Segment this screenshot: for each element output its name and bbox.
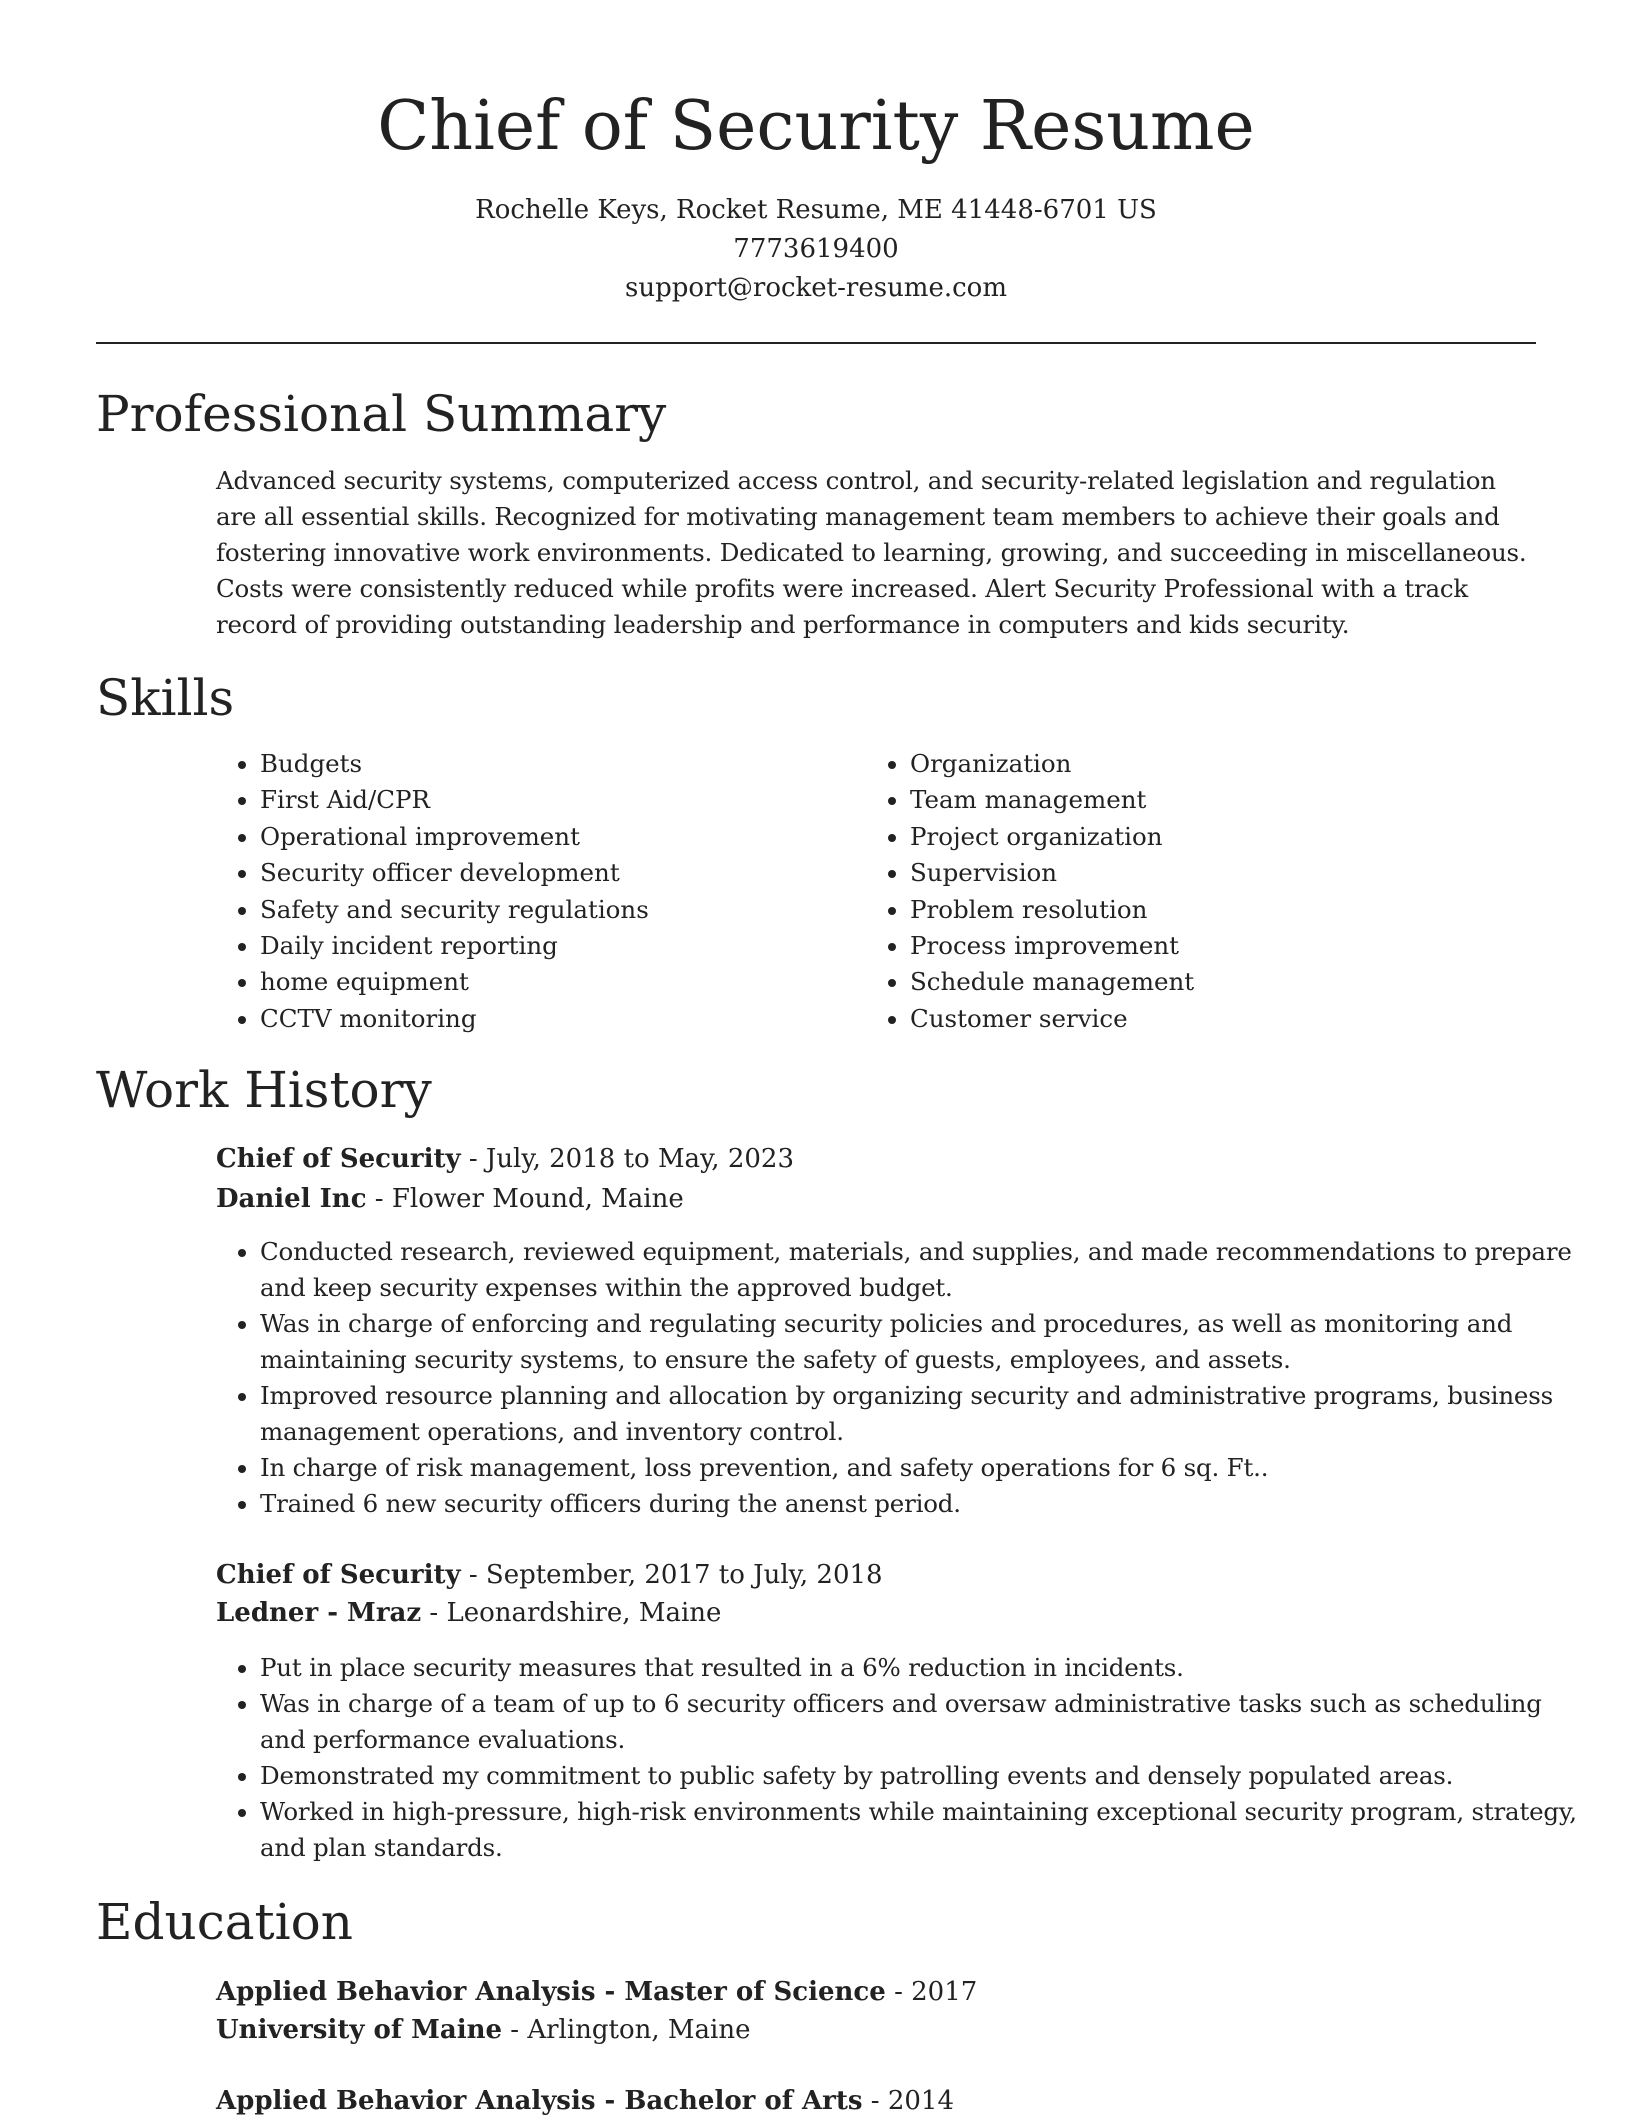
job-bullets — [216, 1234, 1580, 1522]
skill-item: • Organization — [910, 746, 1194, 782]
job-title-line — [216, 1556, 883, 1594]
skill-item: • Project organization — [910, 819, 1194, 855]
contact-email: support@rocket-resume.com — [624, 273, 1007, 303]
skill-item: • Process improvement — [910, 928, 1194, 964]
education-school: University of Maine — [216, 2015, 503, 2045]
education-degree-line — [216, 2082, 954, 2120]
skills-list-right — [866, 746, 1194, 1037]
job-location: - Leonardshire, Maine — [421, 1598, 722, 1628]
job-company-line — [216, 1180, 684, 1218]
skill-item: • Customer service — [910, 1001, 1194, 1037]
job-bullet: • Was in charge of enforcing and regulating security policies and procedures, as well as monitoring and maintaining security systems, to ensure the safety of guests, employees, and assets. — [260, 1306, 1580, 1378]
job-bullet: • Trained 6 new security officers during the anenst period. — [260, 1486, 1580, 1522]
education-location: - Arlington, Maine — [502, 2015, 751, 2045]
job-dates: - September, 2017 to July, 2018 — [460, 1560, 883, 1590]
job-company: Daniel Inc — [216, 1184, 367, 1214]
education-year: - 2017 — [885, 1977, 978, 2007]
skill-item: • First Aid/CPR — [260, 782, 649, 818]
education-heading: Education — [96, 1893, 353, 1951]
job-bullets — [216, 1650, 1580, 1866]
skill-item: • Team management — [910, 782, 1194, 818]
contact-address: Rochelle Keys, Rocket Resume, ME 41448-6701 US — [475, 195, 1157, 225]
job-bullet: • Worked in high-pressure, high-risk environments while maintaining exceptional security program, strategy, and plan standards. — [260, 1794, 1580, 1866]
education-degree-line — [216, 1973, 977, 2011]
job-title: Chief of Security — [216, 1560, 461, 1590]
skill-item: • Supervision — [910, 855, 1194, 891]
job-bullet: • Was in charge of a team of up to 6 security officers and oversaw administrative tasks such as scheduling and performance evaluations. — [260, 1686, 1580, 1758]
job-bullet: • Demonstrated my commitment to public safety by patrolling events and densely populated areas. — [260, 1758, 1580, 1794]
job-bullet: • In charge of risk management, loss prevention, and safety operations for 6 sq. Ft.. — [260, 1450, 1580, 1486]
job-location: - Flower Mound, Maine — [366, 1184, 684, 1214]
contact-phone: 7773619400 — [733, 234, 899, 264]
skill-item: • home equipment — [260, 964, 649, 1000]
job-bullet: • Put in place security measures that resulted in a 6% reduction in incidents. — [260, 1650, 1580, 1686]
skills-heading: Skills — [96, 669, 235, 727]
header-divider — [96, 342, 1536, 344]
skill-item: • Safety and security regulations — [260, 892, 649, 928]
job-title-line — [216, 1140, 794, 1178]
job-bullet: • Improved resource planning and allocation by organizing security and administrative programs, business management operations, and inventory control. — [260, 1378, 1580, 1450]
job-company-line — [216, 1594, 721, 1632]
skills-list-left — [216, 746, 649, 1037]
skill-item: • Schedule management — [910, 964, 1194, 1000]
education-school-line — [216, 2011, 751, 2049]
job-bullet: • Conducted research, reviewed equipment, materials, and supplies, and made recommendations to prepare and keep security expenses within the approved budget. — [260, 1234, 1580, 1306]
skill-item: • Problem resolution — [910, 892, 1194, 928]
resume-title: Chief of Security Resume — [377, 87, 1255, 166]
summary-heading: Professional Summary — [96, 385, 667, 443]
job-dates: - July, 2018 to May, 2023 — [460, 1144, 794, 1174]
education-degree: Applied Behavior Analysis - Master of Science — [216, 1977, 886, 2007]
job-title: Chief of Security — [216, 1144, 461, 1174]
skill-item: • Budgets — [260, 746, 649, 782]
education-degree: Applied Behavior Analysis - Bachelor of Arts — [216, 2086, 863, 2116]
skill-item: • Operational improvement — [260, 819, 649, 855]
education-year: - 2014 — [862, 2086, 955, 2116]
work-history-heading: Work History — [96, 1061, 432, 1119]
skill-item: • CCTV monitoring — [260, 1001, 649, 1037]
skill-item: • Security officer development — [260, 855, 649, 891]
job-company: Ledner - Mraz — [216, 1598, 422, 1628]
skill-item: • Daily incident reporting — [260, 928, 649, 964]
summary-text: Advanced security systems, computerized access control, and security-related legislation and regulation are all essential skills. Recognized for motivating management team members to achieve their goals and fostering innovative work environments. Dedicated to learning, growing, and succeeding in miscellaneous. Costs were consistently reduced while profits were increased. Alert Security Professional with a track record of providing outstanding leadership and performance in computers and kids security. — [216, 466, 1527, 639]
